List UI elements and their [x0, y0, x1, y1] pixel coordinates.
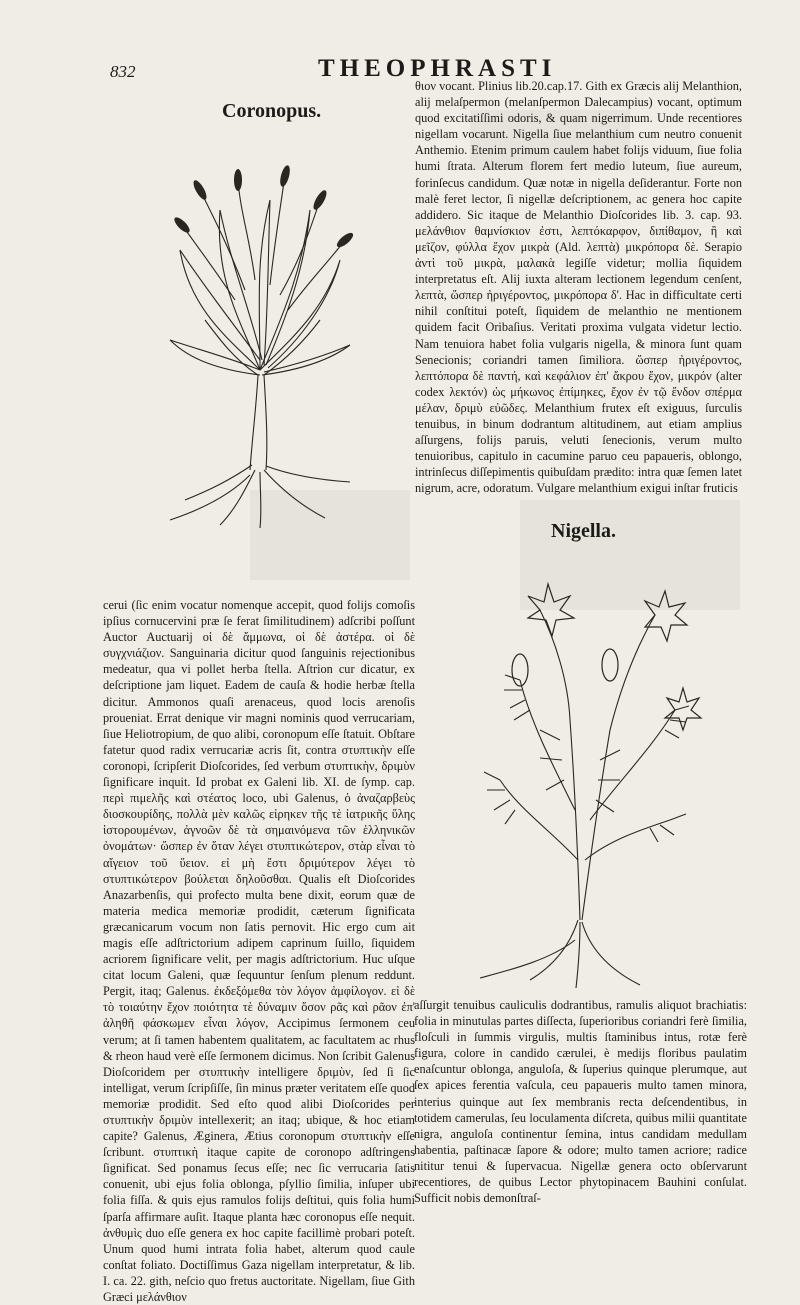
paragraph-nigella-description: aſſurgit tenuibus cauliculis dodrantibus, ramulis aliquot brachiatis: folia in minutulas partes diſſecta, ſuperioribus coriandri ferè ſimilia, floſculi in ſummis virgulis, multis ſtaminibus intus, rotæ ferè figura, colore in candido cærulei, è medijs floribus paulatim enaſcuntur oblonga, anguloſa, & ſuperius quinque plerumque, aut ſex apices ferentia vaſcula, ceu papaueris multo tamen minora, interius quinque aut ſex membranis recta deſcendentibus, in totidem camerulas, ſeu loculamenta diſcreta, quibus milii quantitate nigra, anguloſa continentur ſemina, intus candidam medullam habentia, paſtinacæ ſapore & odore; multo tamen acriore; radice nititur tenui & ſupervacua. Nigellæ genera octo obſervarunt recentiores, de quibus Lector phytopinacem Bauhini conſulat. Sufficit nobis demonſtraſ-: [414, 998, 747, 1206]
text-column-right-bottom: [414, 997, 747, 1242]
running-title: THEOPHRASTI: [318, 55, 557, 82]
text-column-right-top: [415, 78, 742, 496]
nigella-illustration: [460, 560, 710, 990]
page-number: 832: [110, 62, 136, 81]
coronopus-illustration: [160, 170, 360, 530]
paragraph-gith-melanthion: θιον vocant. Plinius lib.20.cap.17. Gith ex Græcis alij Melanthion, alij melaſpermon (melanſpermon Dalecampius) vocant, optimum quod excitatiſſimi odoris, & quam nigerrimum. Unde recentiores nigellam vocarunt. Nigella ſiue melanthium cum neutro conuenit Anthemio. Etenim primum caulem habet folijs viduum, ſiue folia humi ſtrata. Alterum florem fert medio luteum, ſiue aureum, forinſecus candidum. Quæ notæ in nigella deſiderantur. Forte non malè feret lector, ſi nigellæ deſcriptionem, ac genera hoc capite addidero. Sic itaque de Melanthio Dioſcorides lib. 3. cap. 93. μελάνθιον θαμνίσκιον ἐστι, λεπτόκαρφον, διπίθαμον, ἢ καὶ μεῖζον, φύλλα ἔχον μικρὰ (Ald. λεπτὰ) μικρόπορα δὲ. Serapio ἀντὶ τοῦ μικρὰ, μαλακὰ legiſſe videtur; mollia ſiquidem interpretatus eſt. Alij iuxta alteram lectionem legendum cenſent, λεπτὰ, ὥσπερ ἠριγέροντος, μικρόπορα δ'. Hac in difficultate certi nihil conſtitui poteſt, ſiquidem de melanthio ne mentionem quidem facit Oribaſius. Veritati proxima vulgata videtur lectio. Nam tenuiora habet folia vulgaris nigella, & minora ſunt quam Senecionis; coriandri tamen ſimiliora. ὥσπερ ἠριγέροντος, λεπτόπορα δὲ παντή, καὶ κεφάλιον ἐπ' ἄκρου ἔχον, μικρόν (alter codex λεκτόν) ὡς μήκωνος ἐπίμηκες, ἔχον ἐν τῷ ἔνδον σπέρμα μέλαν, δριμὺ εὐῶδες. Melanthium frutex eſt exiguus, ſurculis tenuibus, in binum dodrantum altitudinem, aut etiam amplius aſſurgens, folijs paruis, veluti ſenecionis, verum multo tenuioribus, capitulo in cacumine paruo ceu papaueris, oblongo, intrinſecus diſſepimentis quibuſdam prædito: intra quæ ſemen latet nigrum, acre, odoratum. Vulgare melanthium exigui inſtar fruticis: [415, 79, 742, 496]
heading-coronopus: Coronopus.: [222, 100, 322, 122]
paragraph-coronopus-commentary: cerui (ſic enim vocatur nomenque accepit, quod folijs comoſis ipſius cornucervini præ ſe ferat ſimilitudinem) adſcribi poſſunt Auctor Auctuarij οἱ δὲ ἄμμωνα, οἱ δὲ ἀστέρα. οἱ δὲ συγχνιάζιον. Sanguinaria dicitur quod ſanguinis rejectionibus medeatur, qua vi pollet herba ſtella. Aſtrion cur dicatur, ex deſcriptione jam liquet. Eadem de cauſa & hodie herbæ ſtella dicitur. Ammonos quaſi arenaceus, quod locis arenoſis proueniat. Errat denique vir magni nominis quod verrucariam, ſiue Heliotropium, de quo alibi, coronopum eſſe ſtatuit. Obſtare fatetur quod radix verrucariæ acris ſit, contra στυπτικὴν eſſe coronopi, ſcripſerit Dioſcorides, ſed verbum στυπτικὴν, δριμὺν ſignificare inquit. Id probat ex Galeni lib. XI. de ſymp. cap. περὶ πιμελῆς καὶ στέατος loco, ubi Galenus, ὁ ἀναζαρβεὺς διοσκουρίδης, πολλὰ μὲν καλῶς εἰρηκεν τῆς τὲ ἰατρικῆς ὕλης ἱστορουμένων, ἀγνοῶν δὲ τὰ σημαινόμενα τῶν ἑλληνικῶν ὀνομάτων· ὥσπερ ἐν ὅταν λέγει στυπτικώτερον, στὰρ εἶναι τὸ αἴγειον τοῦ ὕειον. εἰ μὴ ἔστι δριμύτερον λέγει τὸ στυπτικώτερον βούλεται δηλοῦσθαι. Qualis eſt Dioſcorides Anazarbenſis, qui profecto multa bene dixit, eorum quæ de materia medica memoriæ prodidit, cæterum ſignificata græcanicarum vocum non ſatis pernovit. Hic ergo cum ait magis eſſe adſtrictorium adipem caprinum ſuillo, ſiquidem acriorem ſignificare velit, per magis adſtrictorium. Huc uſque citat locum Galeni, quæ ſequuntur ſenſum plenum reddunt. Pergit, itaq; Galenus. ἐκδεξόμεθα τὸν λόγον ἀμφίλογον. εἰ δὲ τὸ τοιαύτην ἔχον ποιότητα τὲ δύναμιν ὅσον ρᾶς καὶ ρᾶον ἐπ' ἀληθῆ φάσκωμεν εἶναι λόγον, Accipimus ſermonem ceu verum; at ſi tamen habentem qualitatem, ac facultatem ac rhus & rheon haud verè eſſe ſermonem dicimus. Non ſcribit Galenus Dioſcoridem per στυπτικὴν intelligere δριμὺν, ſed ſi ſic intelligat, verum ſcripſiſſe, ſin minus præter veritatem eſſe quod memoriæ prodidit. Sed eſto quod alibi Dioſcorides per στυπτικὴν δριμὺν intellexerit; an itaq; ubique, & hoc etiam capite? Galenus, Æginera, Ætius coronopum στυπτικὴν eſſe ſcribunt. στυπτικὴ itaque capite de coronopo adſtringens ſignificat. Sed ponamus ſecus eſſe; nec ſic verrucaria ſatis conuenit, ubi ejus folia oblonga, pſyllio ſimilia, inſuper ubi folia fiſſa. & quis ejus ramulos folijs deſtitui, quis folia humi ſparſa affirmare auſit. Itaque planta hæc coronopus eſſe nequit. ἀνθυμὶς duo eſſe genera ex hoc capite facillimè probari poteſt. Unum quod humi intrata folia habet, alterum quod caule conſtat foliato. Doctiſſimus Gaza nigellam interpretatur, & lib. I. ca. 22. gith, neſcio quo fretus auctoritate. Nigellam, ſiue Gith Græci μελάνθιον: [103, 598, 415, 1305]
text-column-left-bottom: [103, 597, 415, 1305]
heading-nigella: Nigella.: [551, 520, 616, 542]
